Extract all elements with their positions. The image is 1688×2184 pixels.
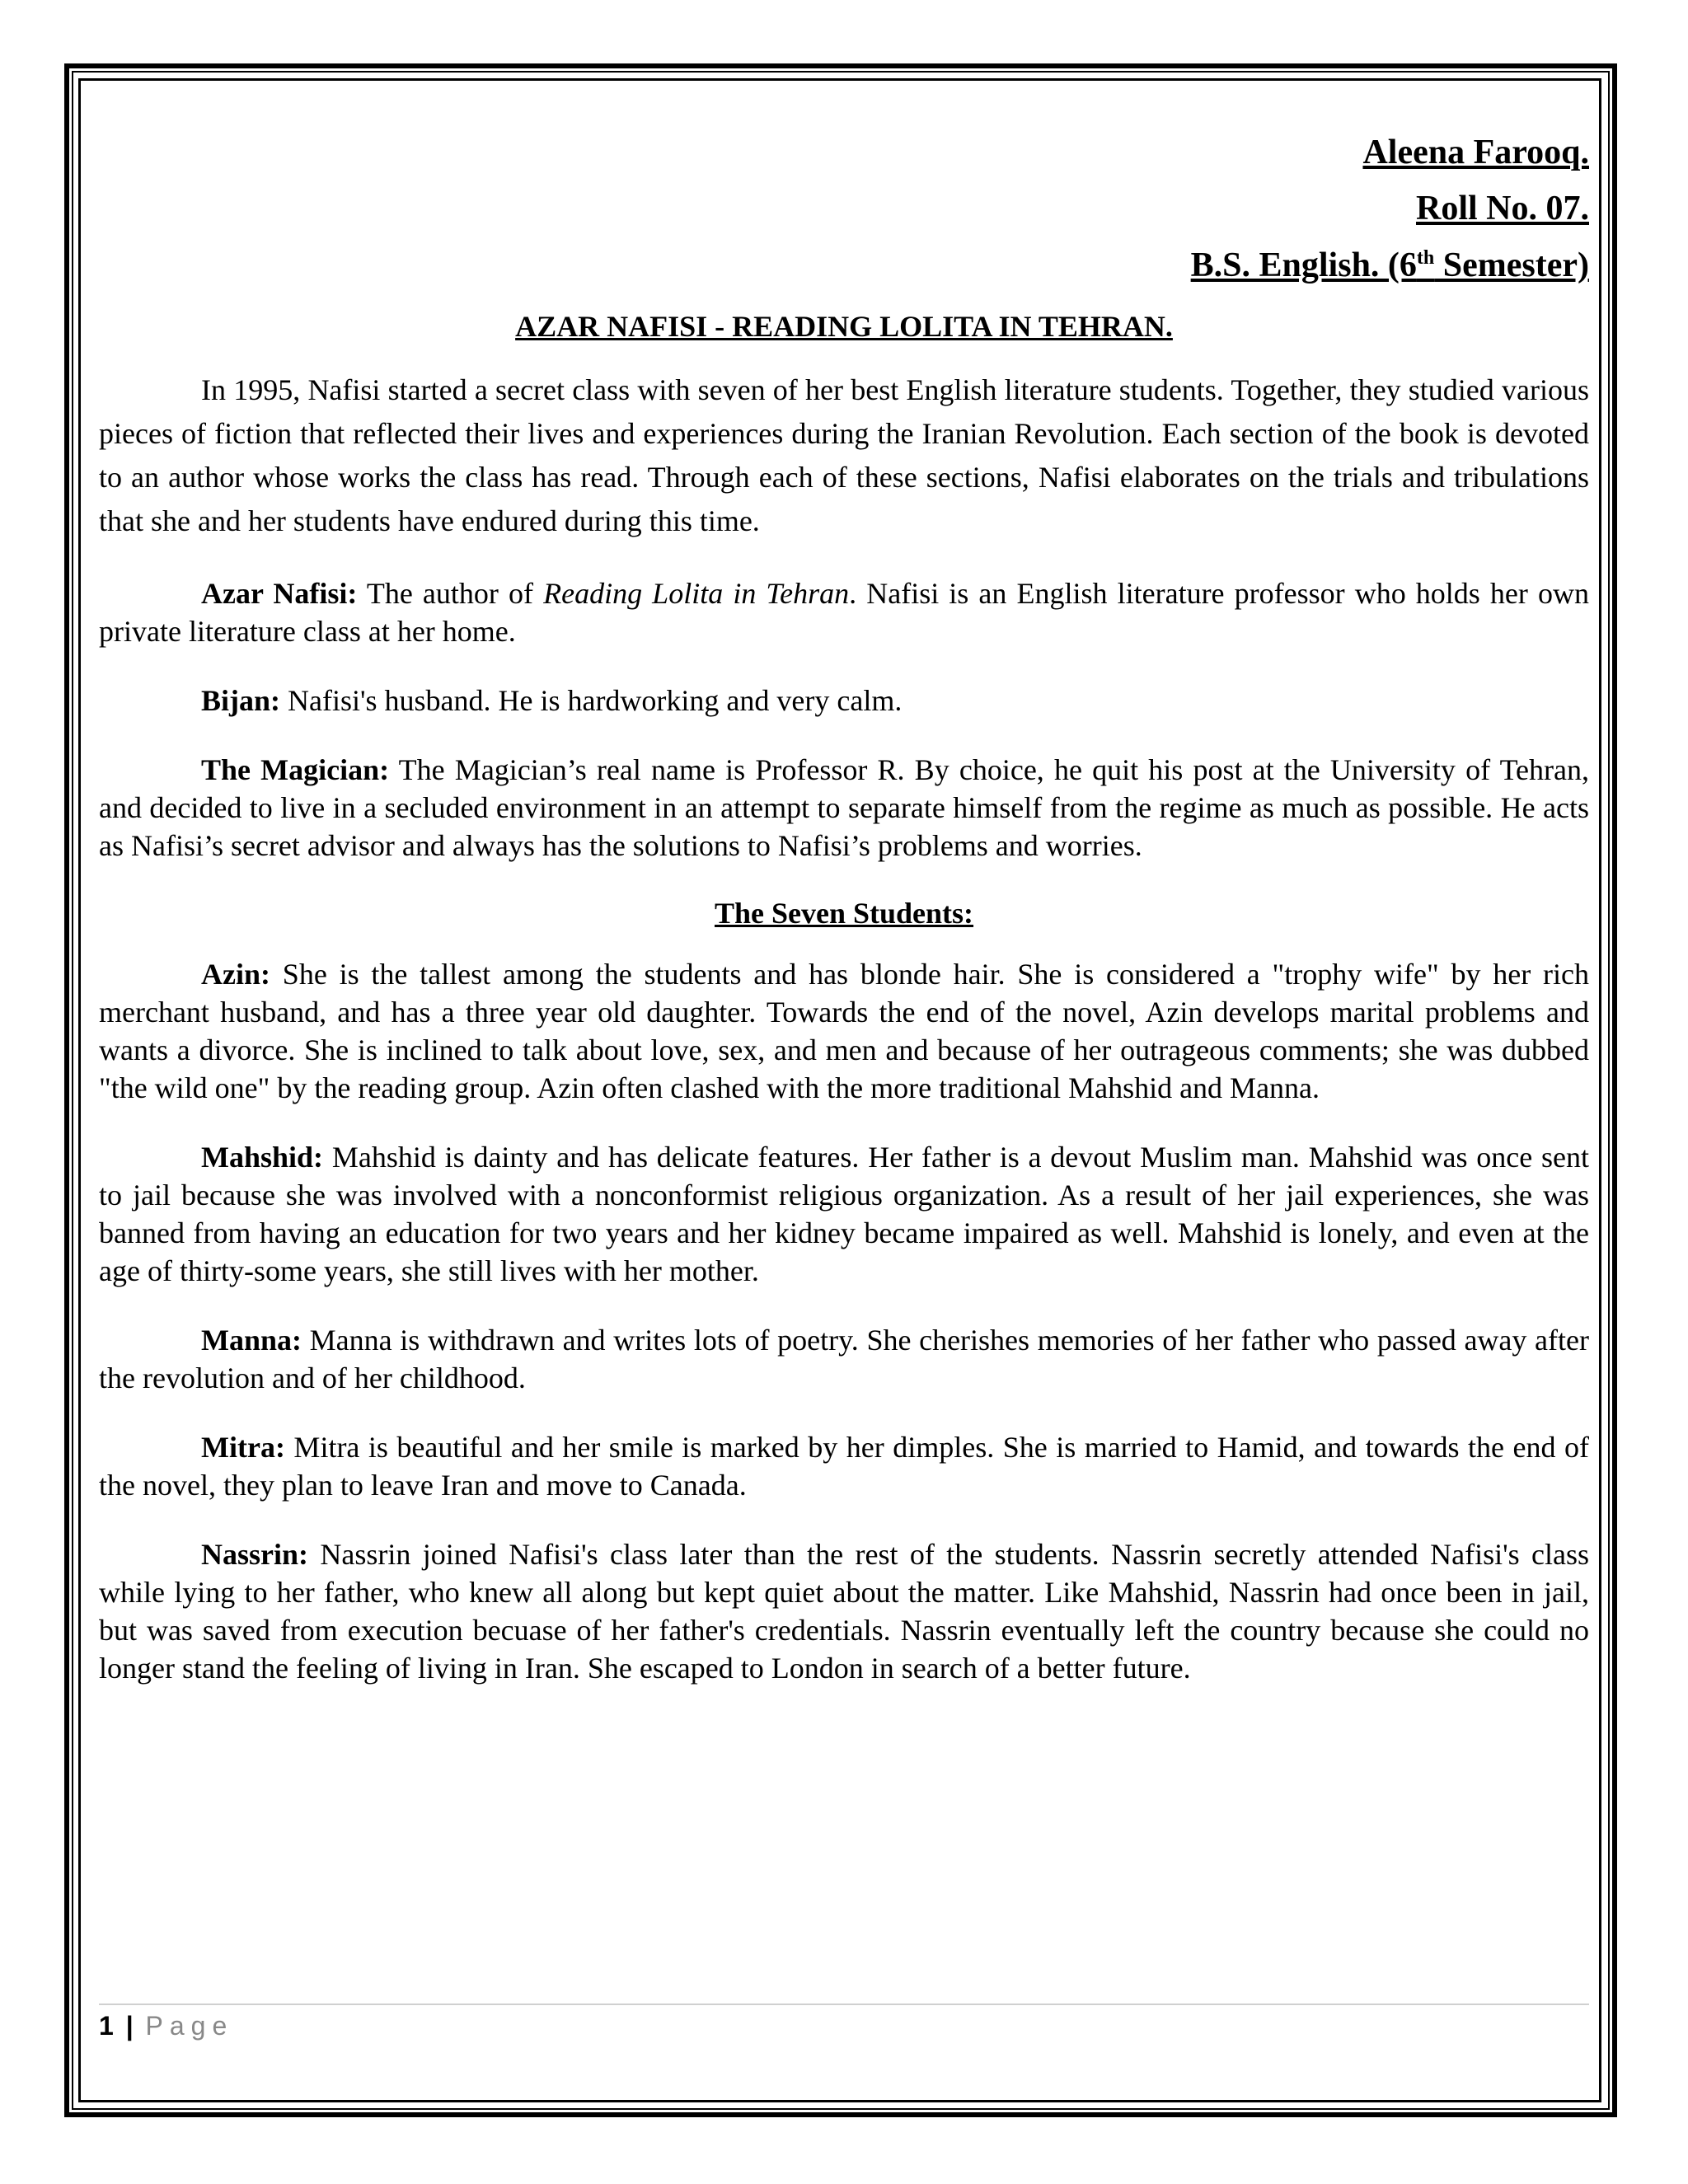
program-prefix: B.S. English. (6 bbox=[1190, 246, 1417, 284]
mahshid-text: Mahshid is dainty and has delicate features. Her father is a devout Muslim man. Mahshid was once sent to jail because she was involved with a nonconformist religious organization. As a result of her jail experiences, she was banned from having an education for two years and her kidney became impaired as well. Mahshid is lonely, and even at the age of thirty-some years, she still lives with her mother. bbox=[99, 1141, 1589, 1288]
student-manna bbox=[99, 1321, 1589, 1397]
nassrin-text: Nassrin joined Nafisi's class later than the rest of the students. Nassrin secretly attended Nafisi's class while lying to her father, who knew all along but kept quiet about the matter. Like Mahshid, Nassrin had once been in jail, but was saved from execution becuase of her father's credentials. Nassrin eventually left the country because she could no longer stand the feeling of living in Iran. She escaped to London in search of a better future. bbox=[99, 1538, 1589, 1685]
page-label: Page bbox=[145, 2011, 234, 2041]
document-title: AZAR NAFISI - READING LOLITA IN TEHRAN. bbox=[515, 310, 1173, 344]
document-body bbox=[99, 132, 1589, 1718]
student-label-azin: Azin: bbox=[201, 958, 270, 991]
character-label-bijan: Bijan: bbox=[201, 684, 281, 718]
character-label-nafisi: Azar Nafisi: bbox=[201, 577, 358, 611]
program-line bbox=[99, 245, 1589, 286]
character-nafisi bbox=[99, 574, 1589, 650]
character-magician bbox=[99, 751, 1589, 865]
character-bijan bbox=[99, 682, 1589, 719]
nafisi-text-after: . Nafisi is an English literature professor who holds her own private literature class at her home. bbox=[99, 577, 1589, 649]
student-label-nassrin: Nassrin: bbox=[201, 1538, 309, 1572]
student-nassrin bbox=[99, 1535, 1589, 1687]
author-name: Aleena Farooq. bbox=[1362, 134, 1589, 171]
manna-text: Manna is withdrawn and writes lots of poetry. She cherishes memories of her father who passed away after the revolution and of her childhood. bbox=[99, 1324, 1589, 1395]
student-mitra bbox=[99, 1428, 1589, 1504]
intro-paragraph: In 1995, Nafisi started a secret class with seven of her best English literature students. Together, they studied various pieces of fiction that reflected their lives and experiences during the Iranian Revolution. Each section of the book is devoted to an author whose works the class has read. Through each of these sections, Nafisi elaborates on the trials and tribulations that she and her students have endured during this time. bbox=[99, 373, 1589, 538]
student-mahshid bbox=[99, 1138, 1589, 1290]
author-info bbox=[99, 132, 1589, 286]
nafisi-text-before: The author of bbox=[357, 577, 544, 611]
students-heading: The Seven Students: bbox=[714, 897, 974, 930]
page-number: 1 bbox=[99, 2011, 114, 2041]
student-label-mahshid: Mahshid: bbox=[201, 1141, 324, 1174]
roll-number: Roll No. 07. bbox=[1416, 190, 1589, 228]
azin-text: She is the tallest among the students and has blonde hair. She is considered a "trophy wife" by her rich merchant husband, and has a three year old daughter. Towards the end of the novel, Azin develops marital problems and wants a divorce. She is inclined to talk about love, sex, and men and because of her outrageous comments; she was dubbed "the wild one" by the reading group. Azin often clashed with the more traditional Mahshid and Manna. bbox=[99, 958, 1589, 1105]
student-azin bbox=[99, 955, 1589, 1107]
student-label-mitra: Mitra: bbox=[201, 1431, 285, 1465]
program-superscript: th bbox=[1416, 246, 1435, 269]
program-suffix: Semester) bbox=[1434, 246, 1589, 284]
book-title: Reading Lolita in Tehran bbox=[543, 577, 850, 611]
bijan-text: Nafisi's husband. He is hardworking and very calm. bbox=[280, 684, 903, 718]
student-label-manna: Manna: bbox=[201, 1324, 302, 1357]
magician-text: The Magician’s real name is Professor R. By choice, he quit his post at the University of Tehran, and decided to live in a secluded environment in an attempt to separate himself from the regime as much as possible. He acts as Nafisi’s secret advisor and always has the solutions to Nafisi’s problems and worries. bbox=[99, 753, 1589, 863]
footer-divider bbox=[99, 2004, 1589, 2005]
mitra-text: Mitra is beautiful and her smile is marked by her dimples. She is married to Hamid, and towards the end of the novel, they plan to leave Iran and move to Canada. bbox=[99, 1431, 1589, 1502]
footer-separator: | bbox=[125, 2011, 134, 2041]
character-label-magician: The Magician: bbox=[201, 753, 390, 787]
page-footer bbox=[99, 2011, 233, 2041]
